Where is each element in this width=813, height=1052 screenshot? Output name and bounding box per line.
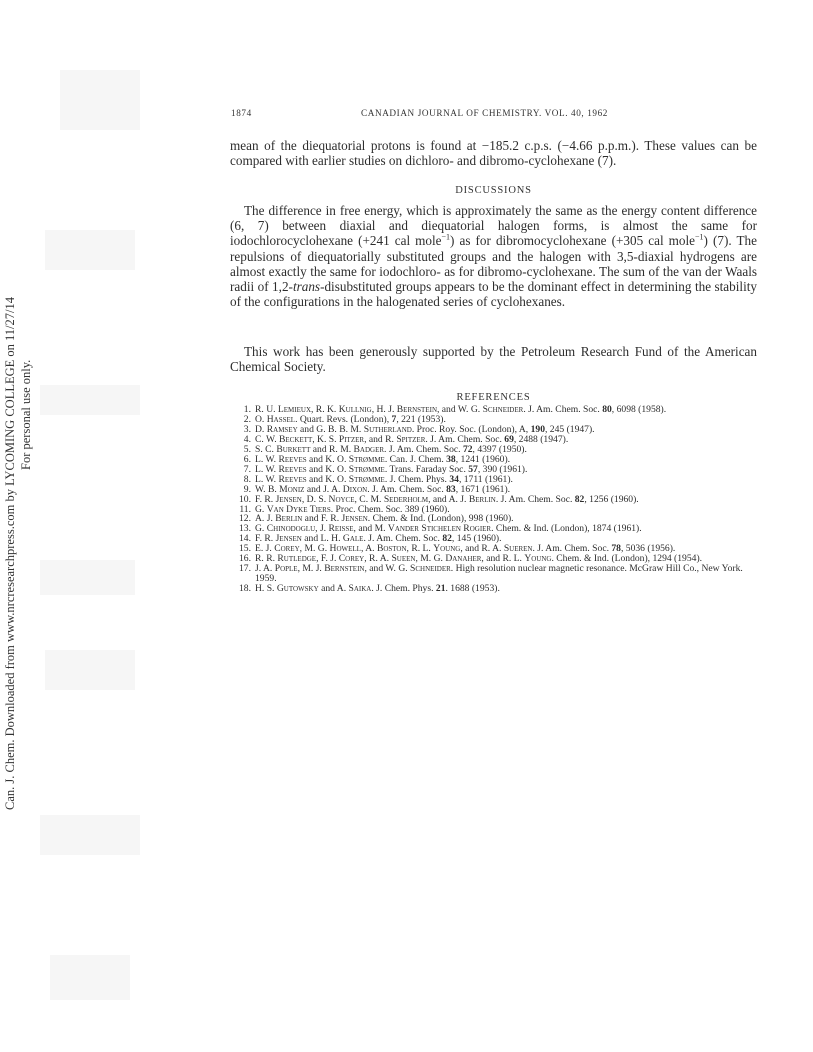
author-name: Pitzer	[338, 433, 365, 445]
reference-number: 10.	[239, 493, 251, 505]
author-name: Dixon	[342, 483, 368, 495]
volume-number: 57	[468, 463, 478, 475]
reference-number: 6.	[243, 453, 251, 465]
reference-text: O.	[255, 413, 267, 425]
reference-item	[231, 584, 759, 594]
author-name: Rutledge	[277, 553, 317, 565]
scan-artifact	[60, 70, 140, 130]
author-name: Jensen	[341, 513, 368, 525]
text-run: -disubstituted groups appears to be the dominant effect in determining the stability of the configurations in the halogenated series of cyclohexanes.	[230, 279, 757, 310]
author-name: Schneider	[410, 563, 451, 575]
reference-text: . Can. J. Chem.	[384, 453, 447, 465]
reference-text: , and M.	[353, 523, 388, 535]
reference-number: 18.	[239, 583, 251, 595]
reference-text: R. R.	[255, 553, 278, 565]
reference-text: . Chem. & Ind. (London), 1294 (1954).	[551, 553, 703, 565]
author-name: Bernstein	[396, 404, 437, 415]
author-name: Saika	[348, 583, 372, 595]
volume-number: 82	[574, 493, 585, 505]
reference-text: , and W. G.	[437, 404, 483, 415]
reference-text: . J. Chem. Phys.	[371, 583, 436, 595]
reference-number: 7.	[243, 463, 251, 475]
reference-text: and G. B. B. M.	[297, 423, 364, 435]
watermark-line-1: Can. J. Chem. Downloaded from www.nrcresearchpress.com by LYCOMING COLLEGE on 11/27/14	[3, 296, 17, 810]
author-name: Schneider	[482, 404, 524, 415]
reference-text: , M. G.	[415, 553, 446, 565]
reference-text: , M. G.	[299, 543, 330, 555]
reference-text: , 390 (1961).	[477, 463, 528, 475]
reference-text: L. W.	[255, 473, 279, 485]
author-name: Reisse	[328, 523, 354, 535]
reference-number: 4.	[243, 433, 251, 445]
author-name: Danaher	[445, 553, 482, 565]
author-name: Young	[524, 553, 552, 565]
text-run: The difference in free energy, which is approximately the same as the energy content difference (6, 7) between diaxial and diequatorial halogen forms, is almost the same for iodochlorocyclohexane (+241 cal mole	[230, 203, 757, 249]
reference-text: , 5036 (1956).	[620, 543, 676, 555]
reference-text: A. J.	[255, 513, 276, 525]
volume-number: 80	[602, 404, 612, 415]
reference-text: G.	[255, 503, 267, 515]
reference-text: . J. Am. Chem. Soc.	[363, 533, 443, 545]
reference-text: J. A.	[255, 563, 275, 575]
reference-text: R. U.	[255, 404, 278, 415]
reference-number: 14.	[239, 533, 251, 545]
reference-text: . Trans. Faraday Soc.	[384, 463, 469, 475]
reference-text: , 221 (1953).	[396, 413, 446, 425]
author-name: Sederholm	[383, 493, 429, 505]
reference-text: and L. H.	[301, 533, 343, 545]
watermark-line-2: For personal use only.	[19, 359, 33, 470]
volume-number: 38	[446, 453, 456, 465]
reference-text: , 1711 (1961).	[458, 473, 513, 485]
reference-text: , F. J.	[316, 553, 339, 565]
volume-number: 72	[462, 443, 473, 455]
reference-item	[231, 564, 759, 584]
reference-text: and K. O.	[306, 453, 349, 465]
reference-text: C. W.	[255, 433, 279, 445]
author-name: Jensen	[275, 533, 302, 545]
reference-text: , 1256 (1960).	[584, 493, 639, 505]
author-name: Gale	[342, 533, 364, 545]
reference-text: . J. Am. Chem. Soc.	[523, 404, 603, 415]
author-name: Moniz	[279, 483, 305, 495]
reference-text: , and R. A.	[460, 543, 504, 555]
reference-text: and J. A.	[304, 483, 343, 495]
download-watermark	[2, 230, 34, 810]
author-name: Berlin	[468, 493, 496, 505]
author-name: Reeves	[278, 473, 307, 485]
author-name: Sueen	[391, 553, 416, 565]
reference-text: . Proc. Roy. Soc. (London), A,	[411, 423, 531, 435]
reference-text: , 6098 (1958).	[611, 404, 667, 415]
section-heading-references: REFERENCES	[456, 392, 531, 403]
author-name: Strømme	[348, 463, 385, 475]
author-name: Lemieux	[277, 404, 311, 415]
author-name: Sutherland	[363, 423, 412, 435]
reference-number: 5.	[243, 443, 251, 455]
reference-text: L. W.	[255, 453, 279, 465]
volume-number: 190	[530, 423, 545, 435]
author-name: Strømme	[348, 453, 385, 465]
reference-number: 13.	[239, 523, 251, 535]
author-name: Pople	[274, 563, 298, 575]
reference-text: and K. O.	[306, 463, 349, 475]
reference-text: , and R. L.	[481, 553, 525, 565]
author-name: Gutowsky	[276, 583, 319, 595]
reference-text: H. S.	[255, 583, 277, 595]
volume-number: 83	[446, 483, 456, 495]
author-name: Kullnig	[338, 404, 372, 415]
volume-number: 34	[449, 473, 459, 485]
running-head	[231, 108, 757, 122]
reference-text: . Proc. Chem. Soc. 389 (1960).	[330, 503, 450, 515]
author-name: Badger	[353, 443, 385, 455]
reference-text: E. J.	[255, 543, 275, 555]
author-name: Sueren	[503, 543, 533, 555]
reference-text: , K. S.	[312, 433, 339, 445]
reference-number: 3.	[243, 423, 251, 435]
volume-number: 82	[442, 533, 452, 545]
reference-text: . Quart. Revs. (London),	[295, 413, 392, 425]
italic-term: trans	[292, 279, 321, 295]
reference-text: . J. Am. Chem. Soc.	[532, 543, 612, 555]
reference-text: , J.	[315, 523, 329, 535]
reference-number: 8.	[243, 473, 251, 485]
author-name: Ramsey	[266, 423, 298, 435]
reference-number: 9.	[243, 483, 251, 495]
volume-number: 78	[611, 543, 621, 555]
reference-text: F. R.	[255, 533, 276, 545]
author-name: Beckett	[279, 433, 313, 445]
author-name: Chinodoglu	[266, 523, 316, 535]
reference-text: , 1241 (1960).	[455, 453, 511, 465]
reference-text: G.	[255, 523, 267, 535]
author-name: Young	[433, 543, 461, 555]
reference-text: , 245 (1947).	[545, 423, 595, 435]
paragraph-discussion	[230, 203, 757, 309]
reference-text: . J. Chem. Phys.	[384, 473, 450, 485]
reference-text: . J. Am. Chem. Soc.	[425, 433, 505, 445]
reference-text: . J. Am. Chem. Soc.	[495, 493, 575, 505]
author-name: Bernstein	[324, 563, 365, 575]
reference-text: and R. M.	[310, 443, 354, 455]
reference-text: . J. Am. Chem. Soc.	[384, 443, 463, 455]
reference-number: 1.	[243, 404, 251, 415]
reference-text: W. B.	[255, 483, 280, 495]
author-name: Strømme	[348, 473, 385, 485]
reference-text: D.	[255, 423, 267, 435]
reference-number: 2.	[243, 413, 251, 425]
reference-text: , A.	[360, 543, 377, 555]
author-name: Vander Stichelen Rogier	[387, 523, 492, 535]
reference-text: , H. J.	[371, 404, 397, 415]
reference-text: , D. S.	[301, 493, 329, 505]
author-name: Corey	[338, 553, 365, 565]
author-name: Boston	[376, 543, 407, 555]
journal-title: CANADIAN JOURNAL OF CHEMISTRY. VOL. 40, 1962	[361, 108, 608, 118]
reference-text: , and A. J.	[428, 493, 469, 505]
author-name: Noyce	[328, 493, 355, 505]
scan-artifact	[40, 385, 140, 415]
scan-artifact	[40, 815, 140, 855]
author-name: Burkett	[276, 443, 311, 455]
reference-text: . High resolution nuclear magnetic resonance. McGraw Hill Co., New York. 1959.	[255, 563, 743, 585]
volume-number: 21	[435, 583, 446, 595]
author-name: Jensen	[275, 493, 302, 505]
reference-text: , M. J.	[297, 563, 325, 575]
reference-number: 15.	[239, 543, 251, 555]
text-run: ) (7). The repulsions of diequatorially substituted groups and the halogen with 3,5-diaxial hydrogens are almost exactly the same for iodochloro- as for dibromo-cyclohexane. The sum of the van der Waals radii of 1,2-	[230, 233, 757, 295]
author-name: Reeves	[278, 453, 307, 465]
author-name: Corey	[274, 543, 300, 555]
reference-text: , 4397 (1950).	[472, 443, 527, 455]
reference-text: , and R.	[364, 433, 397, 445]
scan-artifact	[45, 650, 135, 690]
reference-text: . Chem. & Ind. (London), 998 (1960).	[367, 513, 514, 525]
author-name: Hassel	[266, 413, 296, 425]
reference-text: F. R.	[255, 493, 276, 505]
superscript: −1	[695, 233, 704, 243]
author-name: Van Dyke Tiers	[266, 503, 331, 515]
reference-number: 16.	[239, 553, 251, 565]
volume-number: 7	[391, 413, 397, 425]
reference-text: . Chem. & Ind. (London), 1874 (1961).	[491, 523, 642, 535]
reference-text: , C. M.	[354, 493, 384, 505]
reference-number: 17.	[239, 563, 251, 575]
reference-text: , 1671 (1961).	[455, 483, 511, 495]
scan-artifact	[45, 230, 135, 270]
reference-number: 11.	[239, 503, 251, 515]
reference-number: 12.	[239, 513, 251, 525]
scan-artifact	[40, 560, 135, 595]
page-number: 1874	[231, 108, 252, 118]
reference-text: , 145 (1960).	[451, 533, 502, 545]
section-heading-discussions: DISCUSSIONS	[455, 185, 532, 196]
author-name: Reeves	[278, 463, 307, 475]
reference-text: . 1688 (1953).	[445, 583, 500, 595]
volume-number: 69	[504, 433, 514, 445]
reference-text: , R. A.	[364, 553, 392, 565]
reference-text: , R. L.	[406, 543, 434, 555]
reference-text: , and W. G.	[364, 563, 411, 575]
paragraph-acknowledgment: This work has been generously supported by the Petroleum Research Fund of the American Chemical Society.	[230, 344, 757, 375]
reference-text: and A.	[318, 583, 349, 595]
author-name: Howell	[329, 543, 361, 555]
paragraph-intro: mean of the diequatorial protons is found at −185.2 c.p.s. (−4.66 p.p.m.). These values can be compared with earlier studies on dichloro- and dibromo-cyclohexane (7).	[230, 138, 757, 169]
reference-text: S. C.	[255, 443, 277, 455]
superscript: −1	[441, 233, 451, 243]
reference-text: and F. R.	[302, 513, 342, 525]
reference-text: L. W.	[255, 463, 279, 475]
reference-text: , R. K.	[311, 404, 339, 415]
text-run: ) as for dibromocyclohexane (+305 cal mole	[450, 233, 696, 249]
reference-text: , 2488 (1947).	[513, 433, 569, 445]
reference-text: and K. O.	[306, 473, 349, 485]
author-name: Berlin	[275, 513, 303, 525]
reference-list	[231, 405, 759, 594]
reference-text: . J. Am. Chem. Soc.	[367, 483, 447, 495]
author-name: Spitzer	[396, 433, 426, 445]
scan-artifact	[50, 955, 130, 1000]
